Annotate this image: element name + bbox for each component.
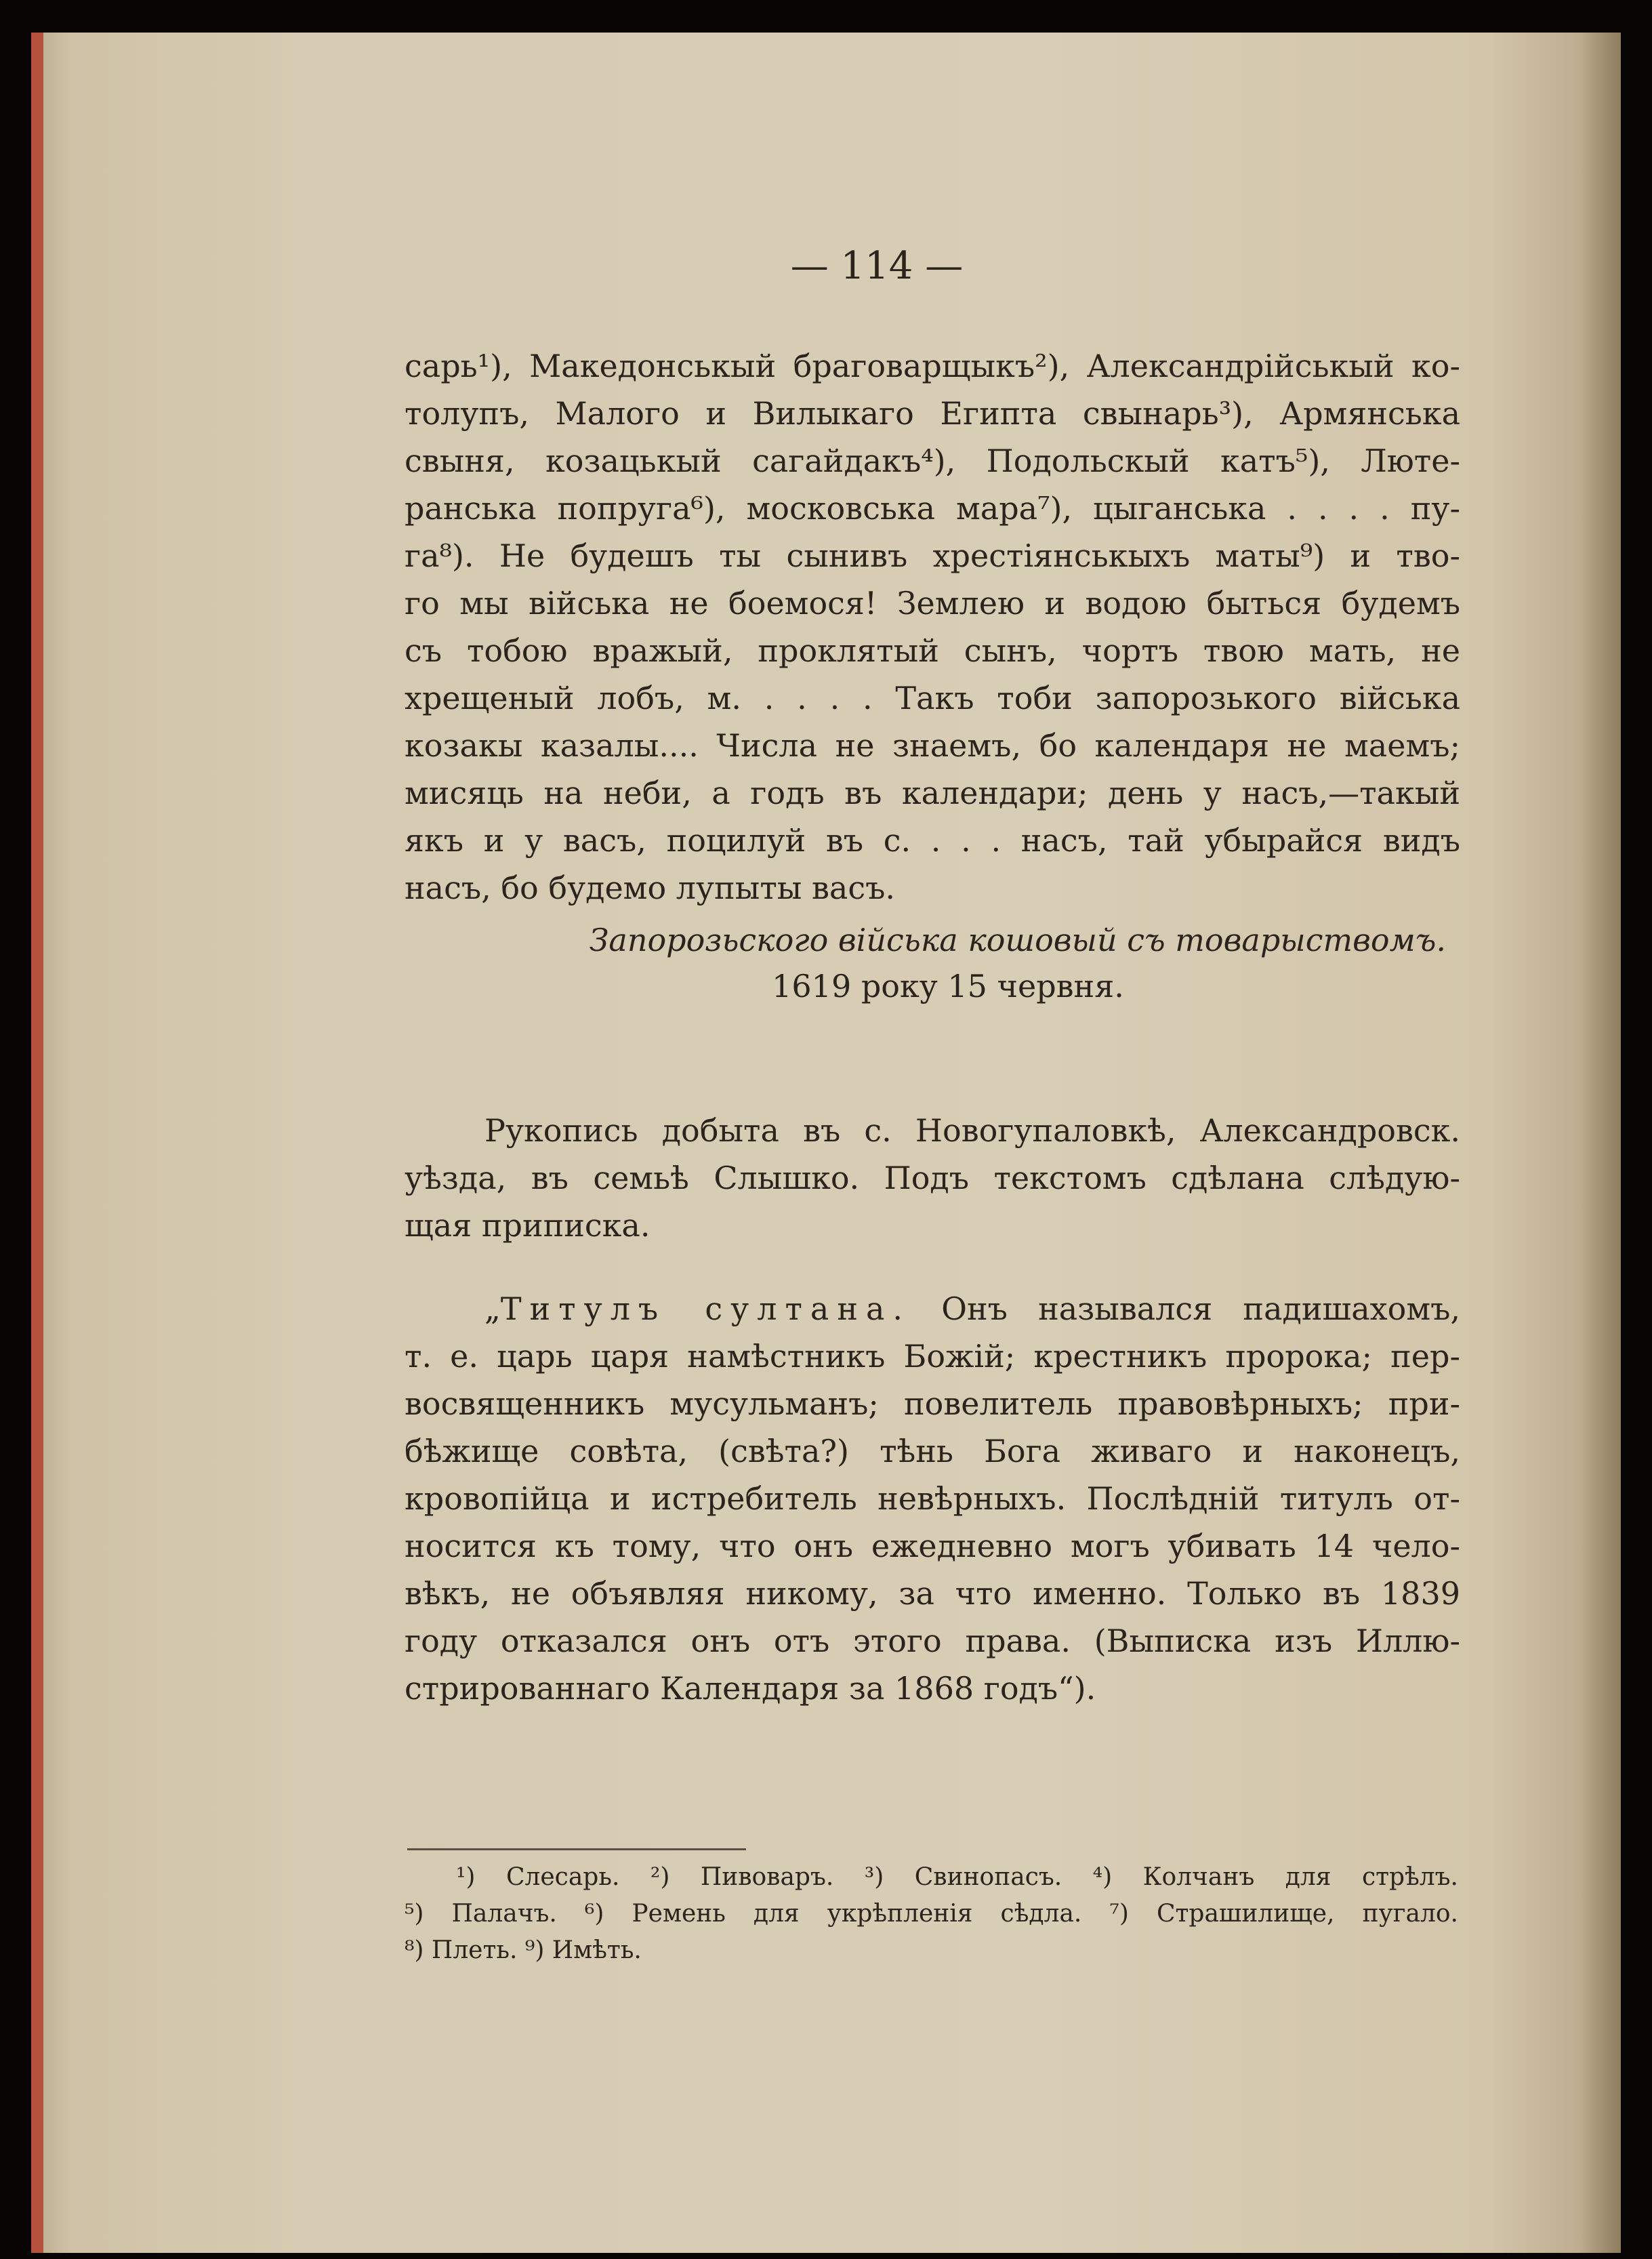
- footnote-divider: [407, 1848, 746, 1850]
- quote-heading: Титулъ султана.: [500, 1290, 911, 1327]
- footnote-line: ⁸) Плеть. ⁹) Имѣть.: [405, 1936, 642, 1964]
- quote-line: вѣкъ, не объявляя никому, за что именно. Только въ 1839: [405, 1575, 1460, 1612]
- quote-first-line-rest: Онъ назывался падишахомъ,: [911, 1290, 1460, 1327]
- letter-line: хрещеный лобъ, м. . . . . Такъ тоби запорозького війська: [405, 680, 1460, 716]
- note-line: щая приписка.: [405, 1207, 651, 1244]
- letter-line: якъ и у васъ, поцилуй въ с. . . . насъ, тай убырайся видъ: [405, 822, 1460, 859]
- letter-line: ранська попруга⁶), московська мара⁷), цыганська . . . . пу-: [405, 490, 1460, 527]
- letter-line: съ тобою вражый, проклятый сынъ, чортъ твою мать, не: [405, 632, 1460, 669]
- letter-line: козакы казалы.... Числа не знаемъ, бо календаря не маемъ;: [405, 727, 1460, 764]
- note-line: Рукопись добыта въ с. Новогупаловкѣ, Александровск.: [484, 1112, 1460, 1149]
- note-line: уѣзда, въ семьѣ Слышко. Подъ текстомъ сдѣлана слѣдую-: [405, 1160, 1460, 1196]
- letter-line: го мы війська не боемося! Землею и водою быться будемъ: [405, 585, 1460, 622]
- letter-line: сарь¹), Македонськый браговарщыкъ²), Александрійськый ко-: [405, 348, 1460, 384]
- quote-line: кровопійца и истребитель невѣрныхъ. Послѣдній титулъ от-: [405, 1480, 1460, 1517]
- letter-line: мисяць на неби, а годъ въ календари; день у насъ,—такый: [405, 775, 1460, 811]
- footnote-line: ⁵) Палачъ. ⁶) Ремень для укрѣпленія сѣдла. ⁷) Страшилище, пугало.: [405, 1900, 1458, 1928]
- book-spine-edge: [31, 33, 43, 2253]
- book-page: [31, 33, 1621, 2253]
- quote-first-line: [405, 1288, 1460, 1329]
- quote-line: бѣжище совѣта, (свѣта?) тѣнь Бога живаго и наконецъ,: [405, 1433, 1460, 1469]
- quote-line: носится къ тому, что онъ ежедневно могъ убивать 14 чело-: [405, 1528, 1460, 1564]
- letter-line: насъ, бо будемо лупыты васъ.: [405, 870, 895, 906]
- quote-open-mark: „: [484, 1290, 501, 1327]
- quote-line: году отказался онъ отъ этого права. (Выписка изъ Иллю-: [405, 1623, 1460, 1659]
- page-right-shadow: [1580, 33, 1621, 2253]
- footnote-line: ¹) Слесарь. ²) Пивоваръ. ³) Свинопасъ. ⁴) Колчанъ для стрѣлъ.: [456, 1863, 1458, 1891]
- letter-line: толупъ, Малого и Вилыкаго Египта свынарь³), Армянська: [405, 395, 1460, 432]
- letter-date: 1619 року 15 червня.: [772, 968, 1124, 1004]
- letter-line: свыня, козацькый сагайдакъ⁴), Подольскый катъ⁵), Люте-: [405, 443, 1460, 479]
- quote-line: т. е. царь царя намѣстникъ Божій; крестникъ пророка; пер-: [405, 1338, 1460, 1375]
- letter-signature: Запорозьского війська кошовый съ товарыствомъ.: [589, 922, 1446, 958]
- page-number: — 114 —: [790, 244, 964, 288]
- quote-line: восвященникъ мусульманъ; повелитель правовѣрныхъ; при-: [405, 1385, 1460, 1422]
- letter-line: га⁸). Не будешъ ты сынивъ хрестіянськыхъ маты⁹) и тво-: [405, 537, 1460, 574]
- quote-line: стрированнаго Календаря за 1868 годъ“).: [405, 1670, 1096, 1707]
